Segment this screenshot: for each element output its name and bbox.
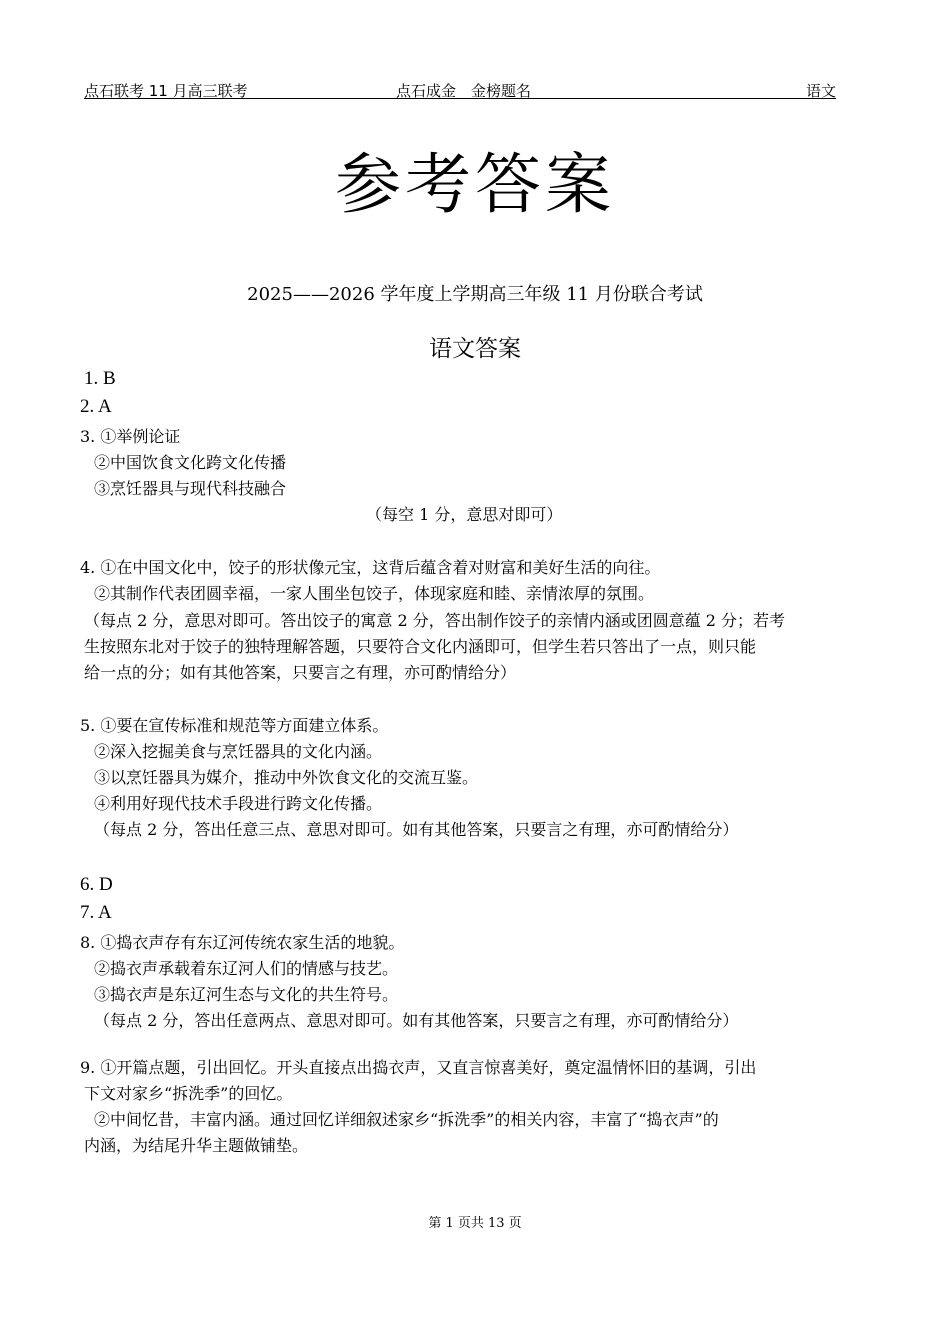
answer-q4-line2: ②其制作代表团圆幸福，一家人围坐包饺子，体现家庭和睦、亲情浓厚的氛围。 bbox=[94, 584, 655, 603]
answer-q8-note: （每点 2 分，答出任意两点、意思对即可。如有其他答案，只要言之有理，亦可酌情给分） bbox=[94, 1011, 739, 1030]
header-exam-name: 点石联考 11 月高三联考 bbox=[84, 82, 248, 100]
answer-q3-line3: ③烹饪器具与现代科技融合 bbox=[94, 479, 287, 498]
answer-q9-line4: 内涵，为结尾升华主题做铺垫。 bbox=[84, 1136, 309, 1155]
page-header bbox=[84, 80, 836, 99]
answer-q5-line1: 5. ①要在宣传标准和规范等方面建立体系。 bbox=[80, 716, 389, 735]
answer-q4-note-3: 给一点的分；如有其他答案，只要言之有理，亦可酌情给分） bbox=[84, 663, 517, 682]
answer-q5-line4: ④利用好现代技术手段进行跨文化传播。 bbox=[94, 794, 383, 813]
answer-q5-line2: ②深入挖掘美食与烹饪器具的文化内涵。 bbox=[94, 742, 383, 761]
answer-q9-line2: 下文对家乡“拆洗季”的回忆。 bbox=[84, 1084, 293, 1103]
answer-q4-line1: 4. ①在中国文化中，饺子的形状像元宝，这背后蕴含着对财富和美好生活的向往。 bbox=[80, 558, 661, 577]
answer-q1: 1. B bbox=[84, 368, 116, 389]
page-title: 参考答案 bbox=[335, 146, 615, 223]
answer-q8-line2: ②捣衣声承载着东辽河人们的情感与技艺。 bbox=[94, 959, 399, 978]
answer-q3-line2: ②中国饮食文化跨文化传播 bbox=[94, 453, 287, 472]
page-footer: 第 1 页共 13 页 bbox=[428, 1216, 522, 1231]
answer-q7: 7. A bbox=[80, 902, 112, 923]
exam-subtitle: 2025——2026 学年度上学期高三年级 11 月份联合考试 bbox=[247, 284, 703, 305]
answer-q6: 6. D bbox=[80, 874, 113, 895]
answer-q4-note-1: （每点 2 分，意思对即可。答出饺子的寓意 2 分，答出制作饺子的亲情内涵或团圆意蕴 2 分；若考 bbox=[84, 611, 786, 630]
answer-q3-note: （每空 1 分，意思对即可） bbox=[366, 505, 563, 524]
answer-q5-line3: ③以烹饪器具为媒介，推动中外饮食文化的交流互鉴。 bbox=[94, 768, 479, 787]
answer-q9-line1: 9. ①开篇点题，引出回忆。开头直接点出捣衣声，又直言惊喜美好，奠定温情怀旧的基调，引出 bbox=[80, 1058, 757, 1077]
answer-q8-line1: 8. ①捣衣声存有东辽河传统农家生活的地貌。 bbox=[80, 933, 405, 952]
answer-q5-note: （每点 2 分，答出任意三点、意思对即可。如有其他答案，只要言之有理，亦可酌情给分） bbox=[94, 820, 739, 839]
answer-q3-line1: 3. ①举例论证 bbox=[80, 427, 181, 446]
section-title: 语文答案 bbox=[429, 336, 521, 362]
header-subject: 语文 bbox=[805, 82, 836, 100]
header-slogan: 点石成金 金榜题名 bbox=[396, 82, 532, 100]
answer-q2: 2. A bbox=[80, 396, 112, 417]
answer-q9-line3: ②中间忆昔，丰富内涵。通过回忆详细叙述家乡“拆洗季”的相关内容，丰富了“捣衣声”的 bbox=[94, 1110, 719, 1129]
answer-q8-line3: ③捣衣声是东辽河生态与文化的共生符号。 bbox=[94, 985, 399, 1004]
answer-q4-note-2: 生按照东北对于饺子的独特理解答题，只要符合文化内涵即可，但学生若只答出了一点，则只能 bbox=[84, 637, 757, 656]
